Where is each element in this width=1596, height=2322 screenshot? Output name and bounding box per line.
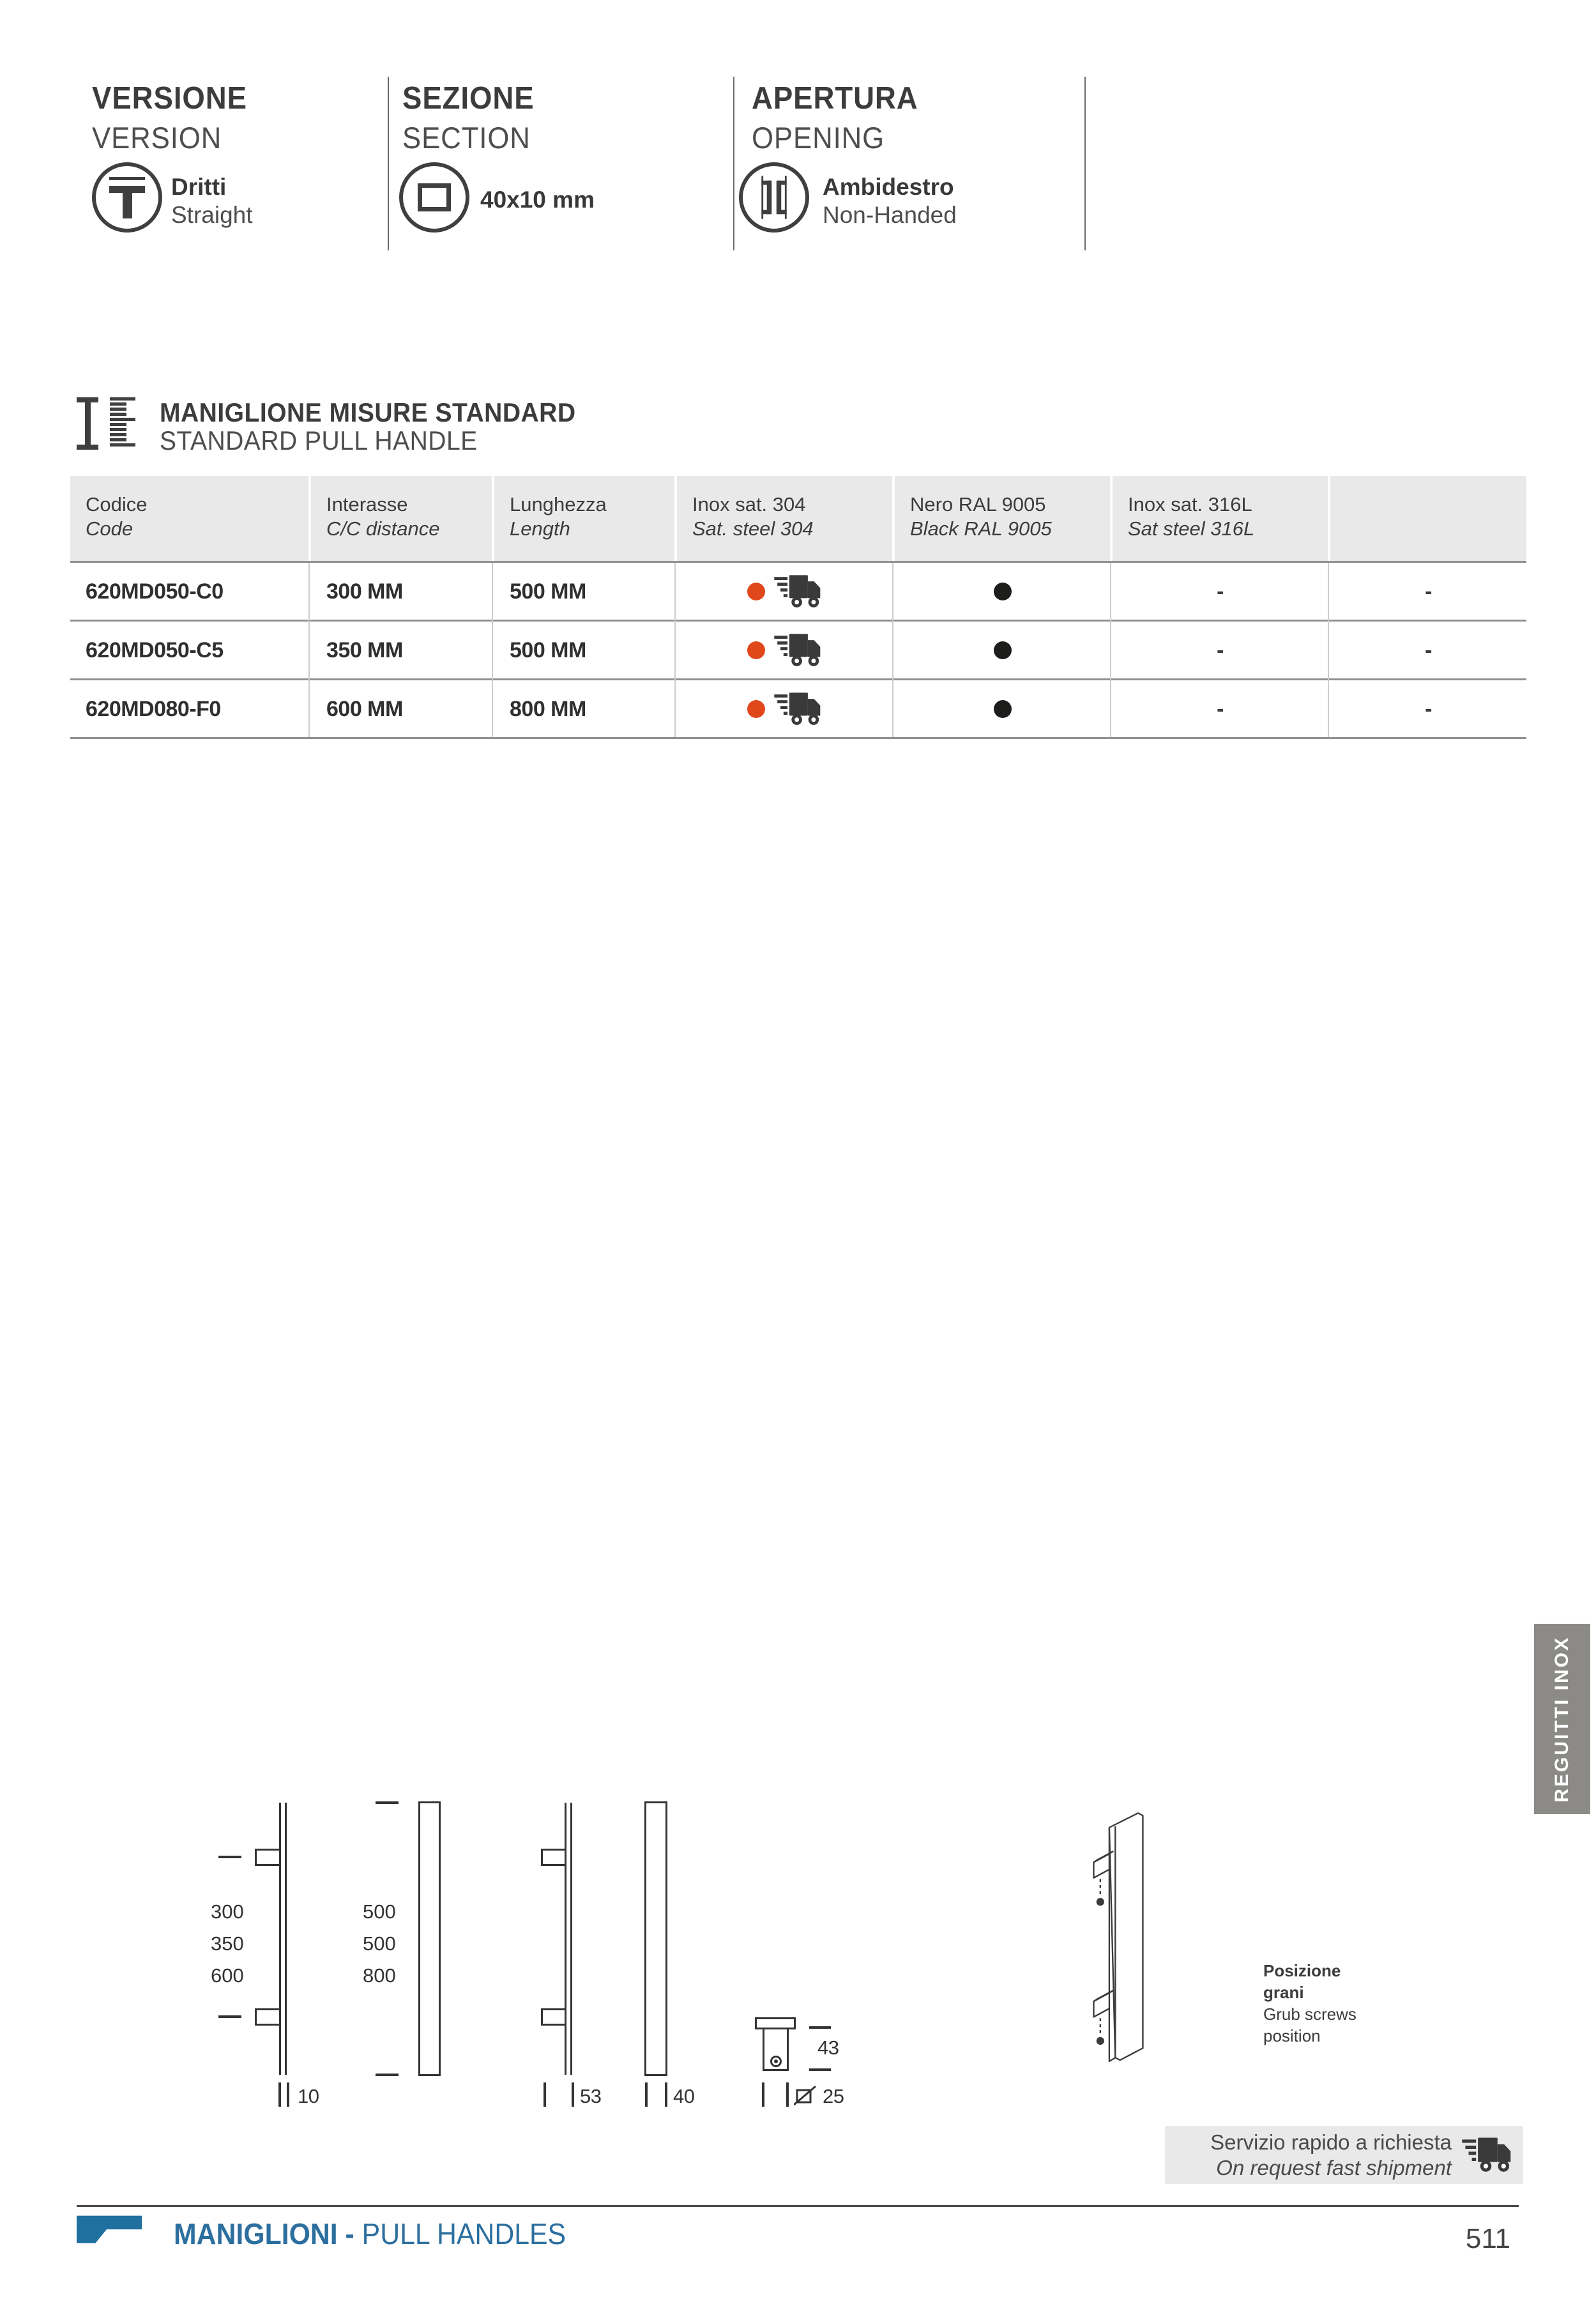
drawing-bracket — [541, 2008, 566, 2026]
column-line — [1110, 563, 1111, 737]
section-title: SEZIONE — [402, 81, 535, 116]
col-header-extra — [1330, 476, 1526, 561]
straight-version-icon — [92, 162, 162, 233]
cell-inox-304 — [677, 622, 892, 679]
double-handle-icon — [755, 174, 793, 220]
footer-rule — [77, 2205, 1519, 2207]
cell-inox-316l: - — [1217, 579, 1224, 604]
dim-tick — [376, 2074, 399, 2076]
cell-cc-distance: 300 MM — [326, 579, 403, 604]
cell-black-ral — [895, 563, 1110, 620]
availability-dot-black — [994, 700, 1012, 718]
dim-tick — [809, 2026, 831, 2029]
square-section-symbol — [794, 2085, 817, 2105]
col-header-length: Lunghezza Length — [494, 476, 674, 561]
cell-length: 500 MM — [510, 638, 586, 662]
shipment-line-en: On request fast shipment — [1216, 2155, 1452, 2180]
column-line — [892, 563, 893, 737]
version-value: Dritti — [171, 174, 227, 200]
availability-dot-orange — [747, 583, 765, 600]
opening-value: Ambidestro — [823, 174, 954, 200]
drawing-side-bar — [565, 1803, 572, 2075]
divider — [1084, 77, 1086, 250]
availability-dot-black — [994, 583, 1012, 600]
grub-screws-note: Posizione grani Grub screws position — [1263, 1961, 1357, 2045]
drawing-front-bar — [644, 1801, 667, 2076]
footer-category: MANIGLIONI - PULL HANDLES — [174, 2217, 566, 2250]
col-header-code: Codice Code — [70, 476, 308, 561]
cc-length-labels: 300 350 600 — [211, 1900, 244, 1987]
pull-handle-measure-icon — [77, 397, 135, 450]
drawing-side-bar — [279, 1803, 287, 2075]
dim-tick — [543, 2082, 546, 2107]
dim-mount-height: 43 — [817, 2036, 839, 2059]
cell-extra: - — [1425, 696, 1432, 721]
fast-shipping-truck-icon — [773, 633, 823, 668]
dim-tick — [762, 2082, 764, 2107]
dim-tick — [645, 2082, 648, 2107]
section-subtitle: SECTION — [402, 121, 531, 155]
dim-tick — [218, 2015, 241, 2018]
cell-inox-316l: - — [1217, 638, 1224, 662]
drawing-bracket — [255, 2008, 281, 2026]
version-subtitle: VERSION — [92, 121, 222, 155]
side-tab-reguitti-inox: REGUITTI INOX — [1534, 1624, 1590, 1814]
cell-cc-distance: 350 MM — [326, 638, 403, 662]
rect-section-icon — [418, 183, 451, 211]
cell-inox-316l: - — [1217, 696, 1224, 721]
dim-tick — [572, 2082, 574, 2107]
cell-code: 620MD050-C5 — [86, 638, 224, 662]
col-header-inox-304: Inox sat. 304 Sat. steel 304 — [677, 476, 892, 561]
cell-inox-304 — [677, 680, 892, 738]
dim-tick — [376, 1801, 399, 1804]
cell-inox-304 — [677, 563, 892, 620]
opening-value-en: Non-Handed — [823, 202, 957, 228]
shipment-line-it: Servizio rapido a richiesta — [1210, 2130, 1452, 2154]
fast-shipping-truck-icon — [773, 692, 823, 726]
drawing-bracket — [255, 1849, 281, 1866]
isometric-handle-drawing — [1089, 1796, 1167, 2081]
availability-dot-orange — [747, 700, 765, 718]
dim-width: 40 — [673, 2085, 695, 2107]
total-length-labels: 500 500 800 — [363, 1900, 396, 1987]
dim-tick — [287, 2082, 289, 2107]
availability-dot-orange — [747, 641, 765, 659]
drawing-bracket — [541, 1849, 566, 1866]
fast-shipping-truck-icon — [773, 574, 823, 609]
section-profile-icon — [399, 162, 469, 233]
reguitti-logo — [77, 2215, 142, 2243]
column-line — [492, 563, 493, 737]
non-handed-icon — [739, 162, 809, 233]
dim-projection: 53 — [580, 2085, 602, 2107]
cell-black-ral — [895, 622, 1110, 679]
divider — [733, 77, 734, 250]
opening-subtitle: OPENING — [752, 121, 885, 155]
section-value: 40x10 mm — [480, 187, 595, 213]
fast-shipping-truck-icon — [1461, 2137, 1513, 2173]
dim-mount-section: 25 — [823, 2085, 844, 2107]
mount-screw — [770, 2056, 782, 2067]
t-profile-icon — [109, 177, 145, 218]
opening-title: APERTURA — [752, 81, 918, 116]
dim-tick — [665, 2082, 667, 2107]
cell-extra: - — [1425, 579, 1432, 604]
dim-tick — [786, 2082, 789, 2107]
cell-code: 620MD050-C0 — [86, 579, 224, 604]
column-line — [1328, 563, 1329, 737]
availability-dot-black — [994, 641, 1012, 659]
column-line — [308, 563, 310, 737]
cell-black-ral — [895, 680, 1110, 738]
cell-length: 800 MM — [510, 696, 586, 721]
col-header-inox-316l: Inox sat. 316L Sat steel 316L — [1113, 476, 1328, 561]
fast-shipment-note — [1165, 2126, 1523, 2184]
dim-tick — [278, 2082, 281, 2107]
col-header-black-ral-9005: Nero RAL 9005 Black RAL 9005 — [895, 476, 1110, 561]
drawing-front-bar — [418, 1801, 441, 2076]
cell-code: 620MD080-F0 — [86, 696, 221, 721]
dim-thickness: 10 — [298, 2085, 319, 2107]
column-line — [674, 563, 676, 737]
cell-cc-distance: 600 MM — [326, 696, 403, 721]
dim-tick — [809, 2068, 831, 2071]
dim-tick — [218, 1856, 241, 1858]
cell-length: 500 MM — [510, 579, 586, 604]
col-header-cc-distance: Interasse C/C distance — [311, 476, 492, 561]
version-value-en: Straight — [171, 202, 253, 228]
table-title: MANIGLIONE MISURE STANDARD — [160, 397, 576, 427]
table-subtitle: STANDARD PULL HANDLE — [160, 425, 478, 455]
page-number: 511 — [1465, 2223, 1510, 2254]
cell-extra: - — [1425, 638, 1432, 662]
version-title: VERSIONE — [92, 81, 247, 116]
divider — [388, 77, 389, 250]
